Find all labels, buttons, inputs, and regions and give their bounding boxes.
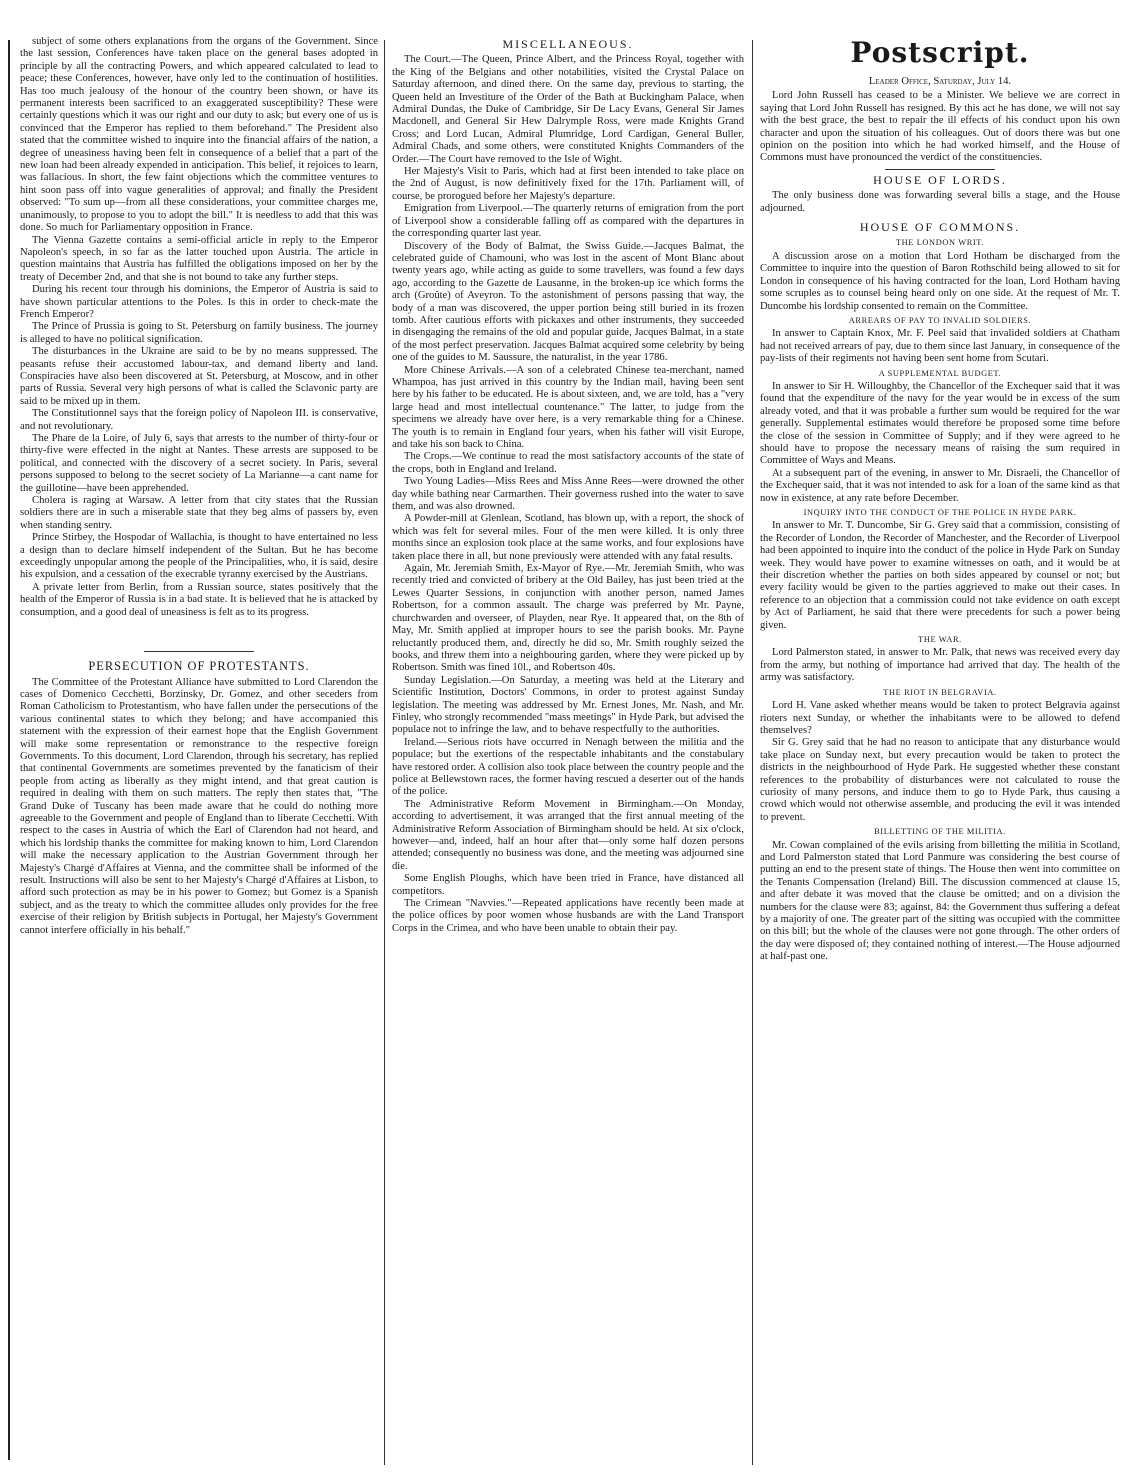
paragraph: In answer to Mr. T. Duncombe, Sir G. Grey said that a commission, consisting of the Recorder of London, the Recorder of Manchester, and the Recorder of Liverpool had been appointed to inquire into the conduct of the police in Hyde Park on Sunday week. They would have power to examine witnesses on oath, and it would be at their discretion whether the parties on both sides appeared by counsel or not; but every facility would be given to the parties aggrieved to make out their cases. In reference to an objection that a commission could not take evidence on oath except by Act of Parliament, he said that there were precedents for such a power being given. (760, 520, 1120, 631)
paragraph: Ireland.—Serious riots have occurred in Nenagh between the militia and the populace; but the exertions of the respectable inhabitants and the constabulary have restored order. A collision also took place between the country people and the police at Bellewstown races, the former having rescued a deserter out of the hands of the police. (392, 736, 744, 798)
column-3 (760, 36, 1120, 1466)
paragraph: A private letter from Berlin, from a Russian source, states positively that the health of the Emperor of Russia is in a bad state. It is believed that he is attacked by consumption, and a good deal of uneasiness is felt as to its progress. (20, 581, 378, 618)
sub-heading: A SUPPLEMENTAL BUDGET. (878, 368, 1002, 378)
paragraph: Again, Mr. Jeremiah Smith, Ex-Mayor of Rye.—Mr. Jeremiah Smith, who was recently tried and convicted of bribery at the Old Bailey, has just been tried at the Lewes Quarter Sessions, in conjunction with another person, named James Robertson, for a common assault. The charge was preferred by Mr. Payne, churchwarden and overseer, of Playden, near Rye. It appeared that, on the 8th of May, Mr. Smith applied at improper hours to see the parish books. Mr. Payne reluctantly produced them, and, directly he did so, Mr. Smith roughly seized the books, and threw them into a neighbouring garden, where they were picked up by Robertson. Smith was fined 10l., and Robertson 40s. (392, 563, 744, 674)
paragraph: Lord H. Vane asked whether means would be taken to protect Belgravia against rioters next Sunday, or whether the inhabitants were to be allowed to defend themselves? (760, 700, 1120, 736)
postscript-intro: Lord John Russell has ceased to be a Minister. We believe we are correct in saying that Lord John Russell has resigned. By this act he has done, we will not say with the best grace, the best to repair the ill effects of his conduct upon his own character and upon the situation of his colleagues. Out of doors there was but one opinion on the position into which he had worked himself, and the House of Commons must have pronounced the verdict of the constituencies. (760, 90, 1120, 164)
paragraph: More Chinese Arrivals.—A son of a celebrated Chinese tea-merchant, named Whampoa, has just arrived in this country by the Indian mail, having been sent here by his father to be educated. He is about sixteen, and, we are told, has a "very large head and most intellectual countenance." The latter, to judge from the specimens we already have over here, is a very remarkable thing for a Chinese. The youth is to remain in England four years, when his father will visit Europe, and take his son back to China. (392, 364, 744, 450)
paragraph: A discussion arose on a motion that Lord Hotham be discharged from the Committee to inquire into the question of Baron Rothschild being allowed to sit for London in consequence of his having contracted for the loan, Lord Hotham having some scruples as to counsel being heard only on one side. At the request of Mr. T. Duncombe his lordship consented to remain on the Committee. (760, 250, 1120, 312)
paragraph: A Powder-mill at Glenlean, Scotland, has blown up, with a report, the shock of which was felt for several miles. Four of the men were killed. It is only three months since an explosion took place at the same works, and four explosions have taken place there in all, but none previously were attended with any fatal results. (392, 513, 744, 562)
left-margin-rule (8, 40, 10, 1460)
paragraph: The disturbances in the Ukraine are said to be by no means suppressed. The peasants refuse their accustomed labour-tax, and demand liberty and land. Conspiracies have also been discovered at St. Petersburg, at Moscow, and in other parts of Russia. Several very high persons of what is called the Sclavonic party are said to be mixed up in them. (20, 346, 378, 407)
paragraph: The Prince of Prussia is going to St. Petersburg on family business. The journey is alleged to have no political signification. (20, 321, 378, 345)
paragraph: At a subsequent part of the evening, in answer to Mr. Disraeli, the Chancellor of the Exchequer said, that it was not intended to ask for a loan of the same kind as that now in existence, at any rate before December. (760, 467, 1120, 504)
paragraph: Two Young Ladies—Miss Rees and Miss Anne Rees—were drowned the other day while bathing near Carmarthen. Their governess rushed into the water to save them, and was also drowned. (392, 476, 744, 513)
commons-proceedings (760, 237, 1120, 963)
paragraph: Discovery of the Body of Balmat, the Swiss Guide.—Jacques Balmat, the celebrated guide of Chamouni, who was lost in the ascent of Mont Blanc about twenty years ago, while acting as guide to some travellers, was found a few days ago, according to the Gazette de Lausanne, in the broken-up ice which forms the arch (Groûte) of Aveyron. To the astonishment of persons passing that way, the body of a man was discovered, the upper portion being still buried in its frozen tomb. After cautious efforts with pickaxes and other instruments, they succeeded in disengaging the remains of the old and popular guide, Jacques Balmat, in a state of the most perfect preservation. Jacques Balmat acquired some celebrity by being one of the guides to M. Saussure, the naturalist, in the year 1786. (392, 240, 744, 364)
column-rule-2 (752, 40, 753, 1465)
section-divider (144, 651, 254, 652)
house-of-lords-title: HOUSE OF LORDS. (873, 172, 1007, 187)
column-rule-1 (384, 40, 385, 1465)
paragraph: The Phare de la Loire, of July 6, says that arrests to the number of thirty-four or thirty-five were effected in the night at Nantes. These arrests are supposed to be political, and connected with the discovery of a secret society. In Paris, several persons supposed to belong to the secret society of La Marianne—a cant name for the guillotine—have been apprehended. (20, 433, 378, 494)
paragraph: In answer to Captain Knox, Mr. F. Peel said that invalided soldiers at Chatham had not received arrears of pay, due to them since last January, in consequence of the pay-lists of their regiments not having been sent home from Scutari. (760, 328, 1120, 365)
sub-heading: THE WAR. (918, 635, 962, 645)
paragraph: The Court.—The Queen, Prince Albert, and the Princess Royal, together with the King of the Belgians and other notabilities, visited the Crystal Palace on Saturday afternoon, and dined there. On the same day, previous to starting, the Queen held an Investiture of the Order of the Bath at Buckingham Palace, when Admiral Dundas, the Duke of Cambridge, Sir De Lacy Evans, General Sir James Macdonell, and General Sir Hew Dalrymple Ross, were made Knights Grand Cross; and Lord Lucan, Admiral Plumridge, Lord Cardigan, General Buller, Admiral Chads, and some others, were constituted Knights Commanders of the Order.—The Court have removed to the Isle of Wight. (392, 54, 744, 165)
paragraph: The Vienna Gazette contains a semi-official article in reply to the Emperor Napoleon's speech, in so far as the latter touched upon Austria. The article in question maintains that Austria has fulfilled the obligations imposed on her by the treaty of December 2nd, and that she is not bound to take any further steps. (20, 234, 378, 283)
sub-heading: THE RIOT IN BELGRAVIA. (883, 687, 997, 697)
section-divider (885, 169, 995, 170)
sub-heading: INQUIRY INTO THE CONDUCT OF THE POLICE IN HYDE PARK. (803, 508, 1077, 517)
postscript-title: Postscript. (850, 36, 1030, 69)
dateline: Leader Office, Saturday, July 14. (868, 76, 1012, 87)
paragraph: Prince Stirbey, the Hospodar of Wallachia, is thought to have entertained no less a design than to declare himself independent of the Sultan. But he has become exceedingly unpopular among the people of the Principalities, who, it is said, desire his expulsion, and a cessation of the execrable tyranny exercised by the Austrians. (20, 532, 378, 581)
paragraph: Sunday Legislation.—On Saturday, a meeting was held at the Literary and Scientific Institution, Doctors' Commons, in order to protest against Sunday legislation. The meeting was addressed by Mr. Ernest Jones, Mr. Nash, and Mr. Finley, who strongly recommended "mass meetings" in Hyde Park, but advised the populace not to infringe the law, and to behave respectfully to the authorities. (392, 674, 744, 736)
paragraph: Cholera is raging at Warsaw. A letter from that city states that the Russian soldiers there are in such a miserable state that they beg alms of passers by, even when standing sentry. (20, 495, 378, 531)
foreign-news-article (20, 36, 378, 619)
persecution-title: PERSECUTION OF PROTESTANTS. (88, 659, 310, 674)
paragraph: The Administrative Reform Movement in Birmingham.—On Monday, according to advertisement, it was arranged that the first annual meeting of the Administrative Reform Association of Birmingham should be held. At six o'clock, however—and, indeed, half an hour after that—only some half dozen persons attended; consequently no business was done, and the meeting was adjourned sine die. (392, 798, 744, 872)
house-of-commons-title: HOUSE OF COMMONS. (859, 220, 1021, 235)
column-1 (20, 36, 378, 1466)
sub-heading: BILLETTING OF THE MILITIA. (874, 827, 1006, 837)
paragraph: The Constitutionnel says that the foreign policy of Napoleon III. is conservative, and not revolutionary. (20, 408, 378, 432)
column-2 (392, 36, 744, 1466)
paragraph: Her Majesty's Visit to Paris, which had at first been intended to take place on the 2nd of August, is now definitively fixed for the 17th. Parliament will, of course, be prorogued before her Majesty's departure. (392, 166, 744, 202)
paragraph: Mr. Cowan complained of the evils arising from billetting the militia in Scotland, and Lord Palmerston stated that Lord Panmure was considering the best course of putting an end to the present state of things. The House then went into committee on the Tenants Compensation (Ireland) Bill. The discussion commenced at clause 15, and after debate it was moved that the clause be omitted; and on a division the numbers for the clause were 83; against, 84: the Government thus suffering a defeat by a majority of one. The greater part of the sitting was occupied with the committee on this bill; but the whole of the clauses were not gone through. The other orders of the day were disposed of; they contained nothing of interest.—The House adjourned at half-past one. (760, 839, 1120, 963)
paragraph: Sir G. Grey said that he had no reason to anticipate that any disturbance would take place on Sunday next, but every precaution would be taken to protect the districts in the neighbourhood of Hyde Park. He suggested whether these constant references to the probability of disturbances were not calculated to rouse the curiosity of many persons, and induce them to go to Hyde Park, thus causing a crowd which would not otherwise assemble, and producing the evil it was intended to prevent. (760, 737, 1120, 823)
paragraph: The Committee of the Protestant Alliance have submitted to Lord Clarendon the cases of Domenico Cecchetti, Borzinsky, Dr. Gomez, and other seceders from Roman Catholicism to Protestantism, who have fallen under the persecutions of the various continental states to which they belong; and have accompanied this statement with the expression of their earnest hope that the English Government will make some representation or remonstrance to the respective foreign Governments. To this document, Lord Clarendon, through his secretary, has replied that continental Governments are sometimes prevented by the fanaticism of their people from acting as liberally as they might intend, and that great caution is required in dealing with them on such matters. The reply then states that, "The Grand Duke of Tuscany has been made aware that he could do nothing more agreeable to the Government and people of England than to liberate Cecchetti. With respect to the cases in Austria of which the Earl of Clarendon had not heard, and which his lordship thanks the committee for making known to him, Lord Clarendon will make the necessary application to the Austrian Government through her Majesty's Chargé d'Affaires at Vienna, and the committee shall be informed of the result. Instructions will also be sent to her Majesty's Chargé d'Affaires at Lisbon, to afford such protection as may be in his power to Gomez; but Gomez is a Spanish subject, and as the treaty to which the committee alludes only provides for the free exercise of their religion by British subjects in Portugal, her Majesty's Government cannot interfere officially in his behalf." (20, 676, 378, 936)
miscellaneous-article (392, 54, 744, 935)
paragraph: The Crimean "Navvies."—Repeated applications have recently been made at the police offices by poor women whose husbands are with the Land Transport Corps in the Crimea, and who have been unable to obtain their pay. (392, 898, 744, 934)
paragraph: In answer to Sir H. Willoughby, the Chancellor of the Exchequer said that it was found that the expenditure of the navy for the year would be in excess of the sum already voted, and that it was probable a further sum would be required for the war generally. Supplemental estimates would therefore be proposed some time before the close of the session in Committee of Supply; and if they were agreed to he should have to propose the necessary means of raising the sum required in Committee of Ways and Means. (760, 380, 1120, 467)
miscellaneous-title: MISCELLANEOUS. (502, 37, 634, 51)
paragraph: subject of some others explanations from the organs of the Government. Since the last session, Conferences have taken place on the general bases adopted in principle by all the contracting Powers, and which appeared calculated to lead to peace; these Conferences, however, have only led to the continuation of hostilities. Has too much jealousy of the honour of the country been shown, or have its permanent interests been sacrificed to an exaggerated susceptibility? These were certainly questions which it was our right and our duty to ask; but every one of us is convinced that the Emperor has replied to them beforehand." The President also stated that the committee wished to inquire into the financial affairs of the nation, a degree of uneasiness having been felt in consequence of a belief that a part of the new loan had been already expended in anticipation. This belief, it rejoices to learn, was fallacious. In short, the few faint objections which the committee ventures to hint soon pass off into vague generalities of approval; and finally the President observed: "To sum up—from all these considerations, your committee charges me, unanimously, to propose to you to adopt the bill." It is needless to add that this was done. So much for Parliamentary opposition in France. (20, 36, 378, 234)
persecution-article (20, 677, 378, 938)
paragraph: The Crops.—We continue to read the most satisfactory accounts of the state of the crops, both in England and Ireland. (392, 451, 744, 475)
house-of-lords-text: The only business done was forwarding several bills a stage, and the House adjourned. (760, 190, 1120, 214)
paragraph: Lord Palmerston stated, in answer to Mr. Palk, that news was received every day from the army, but nothing of importance had arrived that day. The health of the army was satisfactory. (760, 647, 1120, 684)
sub-heading: THE LONDON WRIT. (895, 238, 985, 248)
paragraph: Emigration from Liverpool.—The quarterly returns of emigration from the port of Liverpool show a considerable falling off as compared with the departures in the corresponding quarter last year. (392, 203, 744, 240)
paragraph: During his recent tour through his dominions, the Emperor of Austria is said to have shown particular attentions to the Poles. Is this in order to check-mate the French Emperor? (20, 284, 378, 320)
paragraph: Some English Ploughs, which have been tried in France, have distanced all competitors. (392, 873, 744, 897)
sub-heading: ARREARS OF PAY TO INVALID SOLDIERS. (848, 315, 1032, 325)
